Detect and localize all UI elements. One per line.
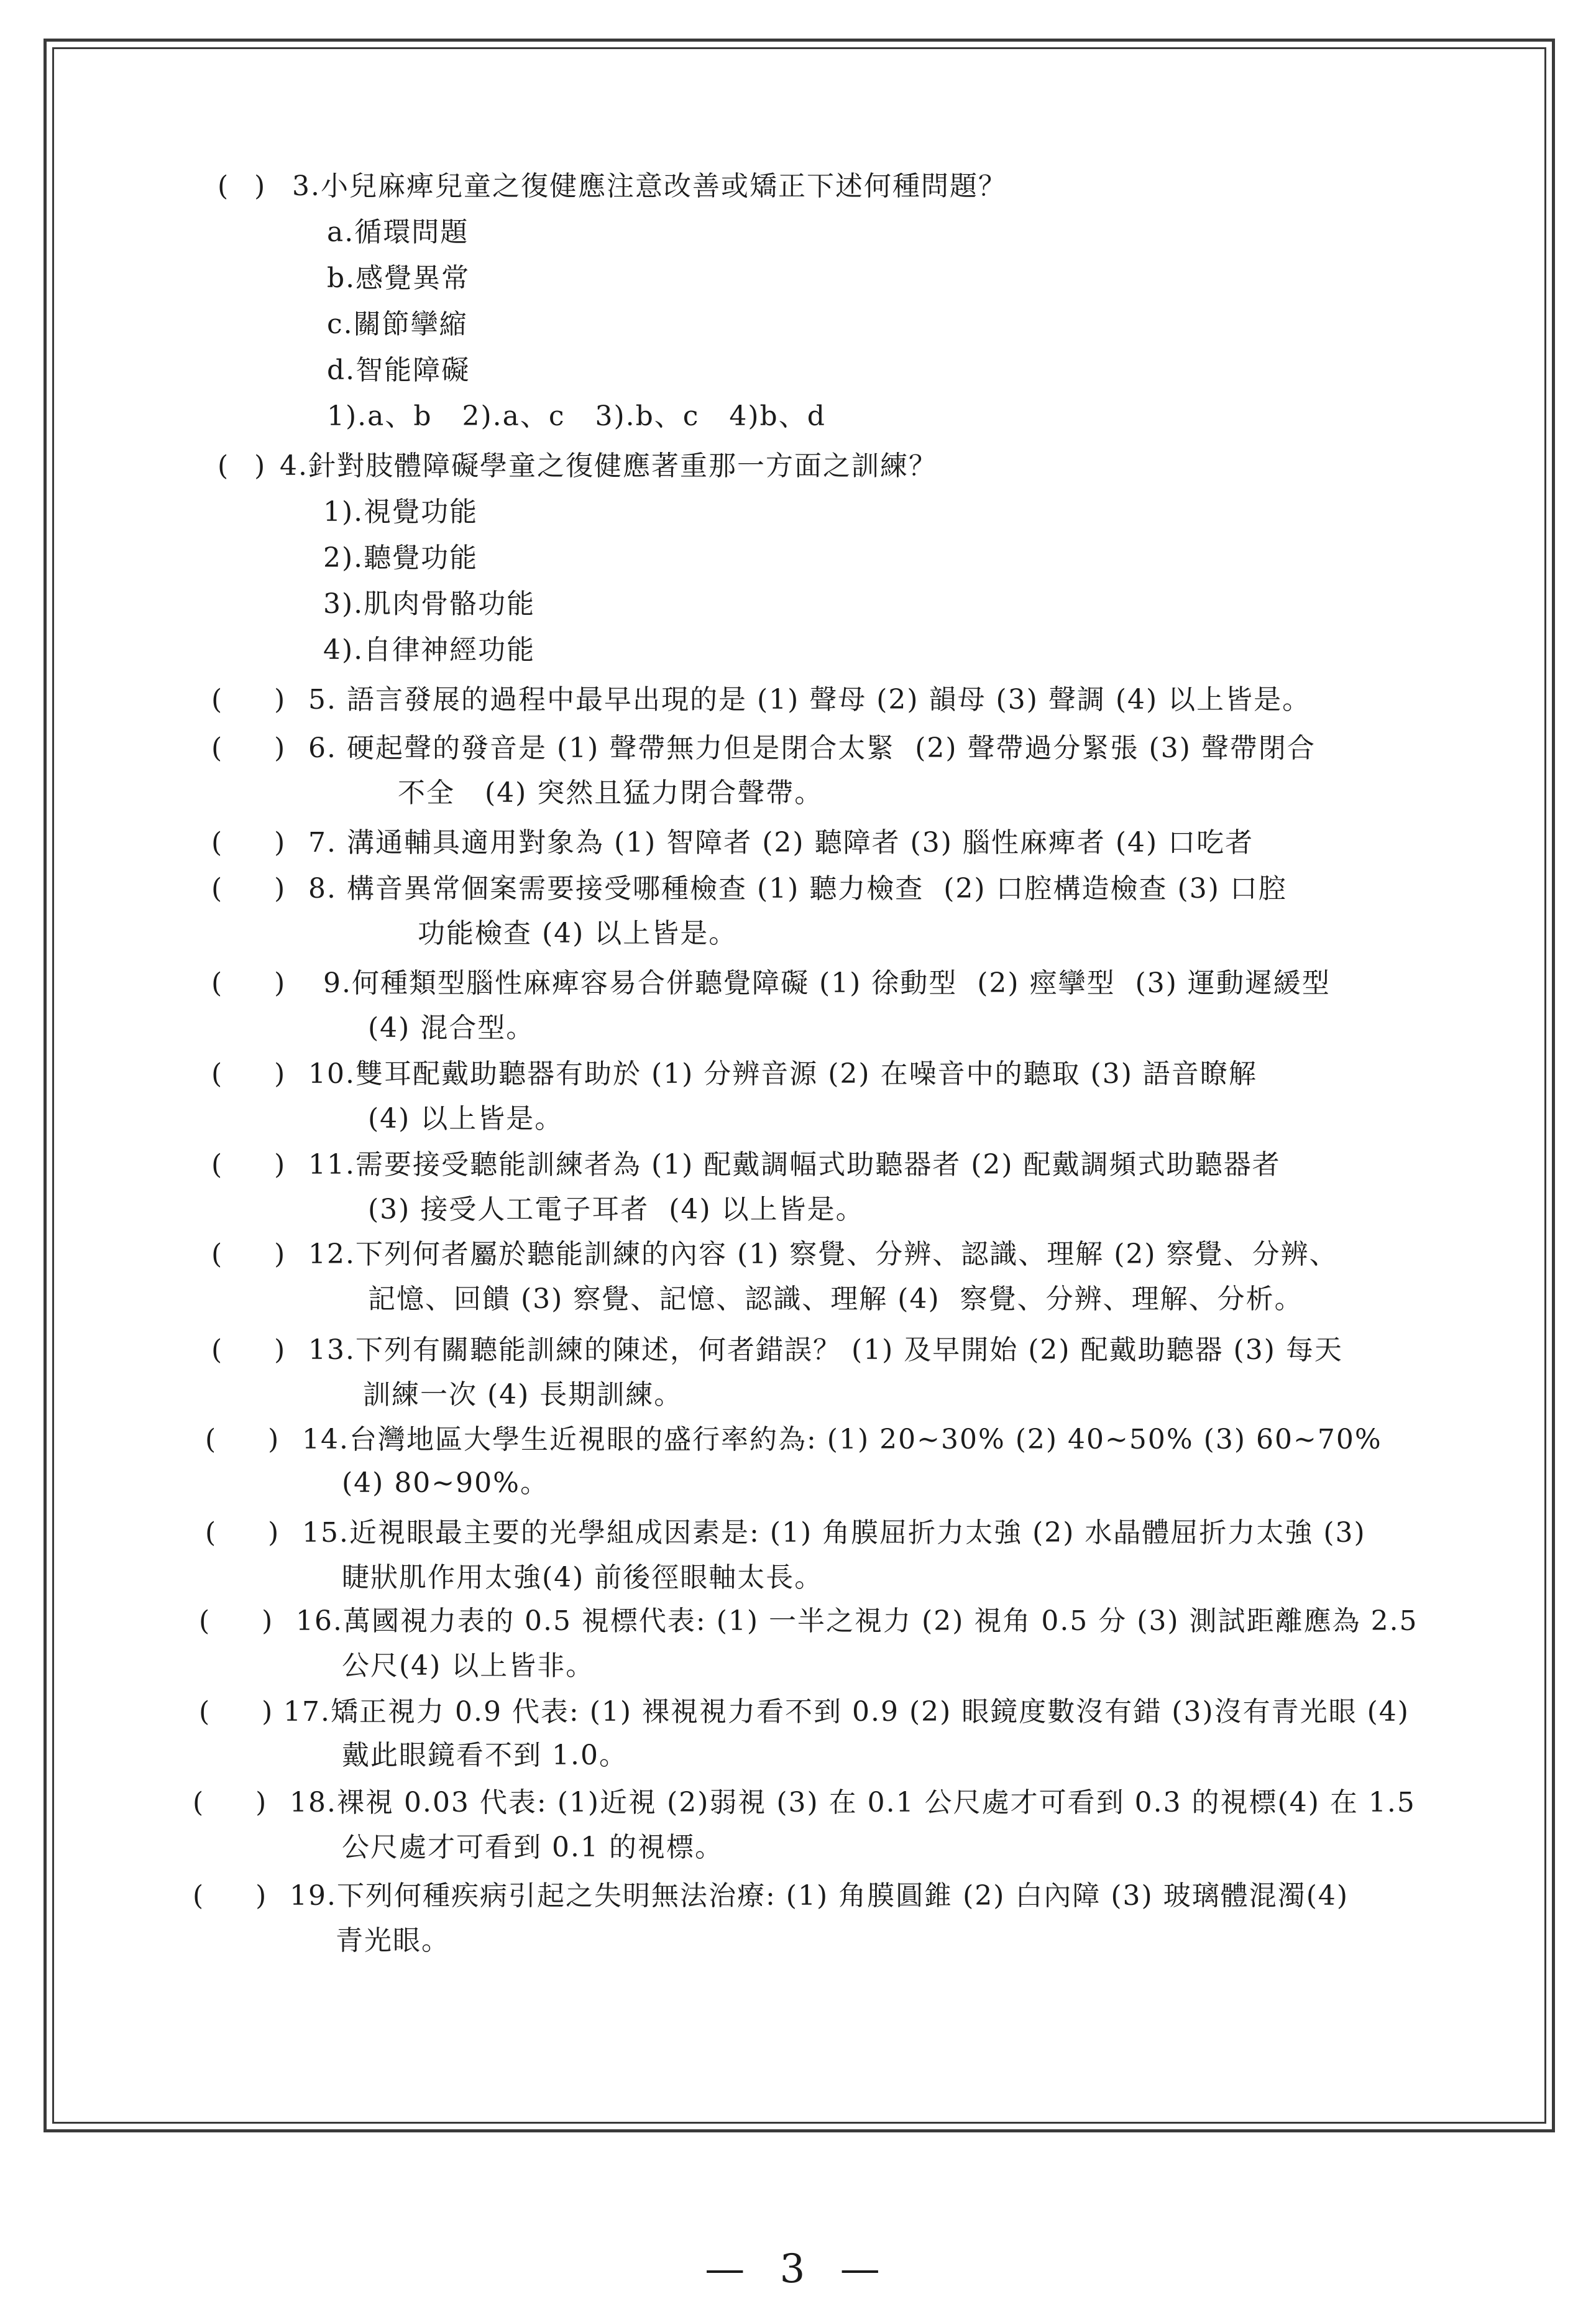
answer-blank[interactable]: ( ) [211,873,285,905]
question-text: 10.雙耳配戴助聽器有助於 (1) 分辨音源 (2) 在噪音中的聽取 (3) 語音瞭解 [308,1058,1257,1090]
answer-blank[interactable]: ( ) [218,450,265,482]
question-text: 3.小兒麻痺兒童之復健應注意改善或矯正下述何種問題？ [292,170,1007,202]
question-text-continued: (3) 接受人工電子耳者 (4) 以上皆是。 [368,1194,864,1225]
question-text-continued: 公尺(4) 以上皆非。 [342,1650,595,1682]
question-text-continued: 訓練一次 (4) 長期訓練。 [363,1379,683,1411]
question-text-continued: (4) 以上皆是。 [368,1103,564,1135]
question-text-continued: (4) 80~90%。 [342,1467,549,1499]
option-item: 3).肌肉骨骼功能 [323,588,536,620]
question-text: 12.下列何者屬於聽能訓練的內容 (1) 察覺、分辨、認識、理解 (2) 察覺、分辨、 [308,1238,1338,1270]
question-text-continued: 睫狀肌作用太強(4) 前後徑眼軸太長。 [342,1562,823,1593]
question-text-continued: 記憶、回饋 (3) 察覺、記憶、認識、理解 (4) 察覺、分辨、理解、分析。 [368,1283,1303,1315]
answer-blank[interactable]: ( ) [199,1605,273,1637]
answer-blank[interactable]: ( ) [211,967,285,999]
question-text: 4.針對肢體障礙學童之復健應著重那一方面之訓練？ [280,450,937,482]
question-text: 18.裸視 0.03 代表: (1)近視 (2)弱視 (3) 在 0.1 公尺處才可看到 0.3 的視標(4) 在 1.5 [290,1787,1416,1818]
answer-blank[interactable]: ( ) [211,1058,285,1090]
answer-blank[interactable]: ( ) [199,1696,273,1728]
option-item: d.智能障礙 [327,354,470,386]
answer-blank[interactable]: ( ) [211,684,285,716]
question-text-continued: 公尺處才可看到 0.1 的視標。 [342,1831,723,1863]
option-item: c.關節攣縮 [327,308,468,340]
page-number: — 3 — [705,2246,891,2292]
question-text: 15.近視眼最主要的光學組成因素是: (1) 角膜屈折力太強 (2) 水晶體屈折力太強 (3) [302,1517,1366,1549]
question-text-continued: 青光眼。 [336,1925,450,1956]
answer-choices: 1).a、b 2).a、c 3).b、c 4)b、d [327,400,826,432]
question-text: 17.矯正視力 0.9 代表: (1) 裸視視力看不到 0.9 (2) 眼鏡度數沒有錯 (3)沒有青光眼 (4) [283,1696,1410,1728]
option-item: 4).自律神經功能 [323,634,536,666]
answer-blank[interactable]: ( ) [193,1880,267,1912]
question-text-continued: (4) 混合型。 [368,1012,535,1044]
question-text: 14.台灣地區大學生近視眼的盛行率約為: (1) 20~30% (2) 40~50% (3) 60~70% [302,1424,1382,1455]
question-text-continued: 不全 (4) 突然且猛力閉合聲帶。 [398,777,823,809]
question-text: 9.何種類型腦性麻痺容易合併聽覺障礙 (1) 徐動型 (2) 痙攣型 (3) 運動遲緩型 [323,967,1331,999]
option-item: b.感覺異常 [327,262,470,294]
option-item: 1).視覺功能 [323,496,479,528]
question-text: 19.下列何種疾病引起之失明無法治療: (1) 角膜圓錐 (2) 白內障 (3) 玻璃體混濁(4) [290,1880,1349,1912]
question-text-continued: 戴此眼鏡看不到 1.0。 [342,1739,628,1771]
question-text: 6. 硬起聲的發音是 (1) 聲帶無力但是閉合太緊 (2) 聲帶過分緊張 (3) 聲帶閉合 [308,732,1316,764]
answer-blank[interactable]: ( ) [218,170,265,202]
answer-blank[interactable]: ( ) [211,1238,285,1270]
question-text: 7. 溝通輔具適用對象為 (1) 智障者 (2) 聽障者 (3) 腦性麻痺者 (4) 口吃者 [308,827,1254,859]
option-item: a.循環問題 [327,216,469,248]
answer-blank[interactable]: ( ) [211,732,285,764]
question-text: 11.需要接受聽能訓練者為 (1) 配戴調幅式助聽器者 (2) 配戴調頻式助聽器者 [308,1149,1281,1181]
answer-blank[interactable]: ( ) [205,1424,279,1455]
question-text: 5. 語言發展的過程中最早出現的是 (1) 聲母 (2) 韻母 (3) 聲調 (4) 以上皆是。 [308,684,1311,716]
answer-blank[interactable]: ( ) [205,1517,279,1549]
question-text: 13.下列有關聽能訓練的陳述，何者錯誤？ (1) 及早開始 (2) 配戴助聽器 (3) 每天 [308,1334,1343,1366]
question-text: 16.萬國視力表的 0.5 視標代表: (1) 一半之視力 (2) 視角 0.5 分 (3) 測試距離應為 2.5 [296,1605,1418,1637]
answer-blank[interactable]: ( ) [211,827,285,859]
question-text-continued: 功能檢查 (4) 以上皆是。 [418,918,738,949]
answer-blank[interactable]: ( ) [211,1149,285,1181]
answer-blank[interactable]: ( ) [211,1334,285,1366]
answer-blank[interactable]: ( ) [193,1787,267,1818]
option-item: 2).聽覺功能 [323,542,479,574]
question-text: 8. 構音異常個案需要接受哪種檢查 (1) 聽力檢查 (2) 口腔構造檢查 (3) 口腔 [308,873,1287,905]
